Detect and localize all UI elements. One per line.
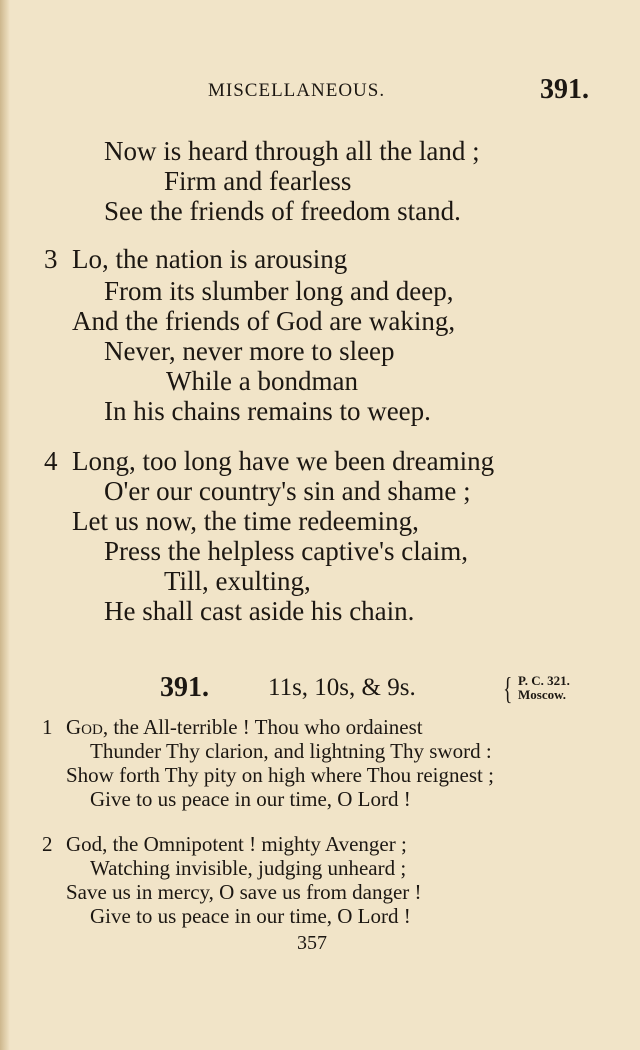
page-number: 357 — [297, 932, 327, 954]
verse-line: In his chains remains to weep. — [104, 396, 431, 426]
tune-reference — [518, 674, 570, 702]
verse-line: O'er our country's sin and shame ; — [104, 476, 471, 506]
verse-line: Lo, the nation is arousing — [72, 244, 348, 274]
hymn-meter: 11s, 10s, & 9s. — [268, 674, 416, 701]
verse-line: Till, exulting, — [164, 566, 311, 596]
verse-line: Save us in mercy, O save us from danger ! — [66, 880, 422, 904]
verse-line: Give to us peace in our time, O Lord ! — [90, 787, 411, 811]
verse-line: See the friends of freedom stand. — [104, 196, 461, 226]
verse-line: Let us now, the time redeeming, — [72, 506, 419, 536]
verse-line: Press the helpless captive's claim, — [104, 536, 469, 566]
stanza-number: 1 — [42, 715, 53, 739]
verse-line: Long, too long have we been dreaming — [72, 446, 495, 476]
verse-line: Thunder Thy clarion, and lightning Thy sword : — [90, 739, 492, 763]
verse-line: Never, never more to sleep — [104, 336, 395, 366]
stanza-number: 4 — [44, 446, 58, 476]
verse-line: Give to us peace in our time, O Lord ! — [90, 904, 411, 928]
verse-line: Firm and fearless — [164, 166, 352, 196]
verse-line-rest: the All-terrible ! Thou who ordainest — [108, 715, 423, 739]
hymn-heading — [160, 672, 600, 712]
running-header-hymn-number: 391. — [540, 74, 589, 105]
stanza-number: 2 — [42, 832, 53, 856]
small-caps-word: God, — [66, 715, 109, 739]
verse-line: He shall cast aside his chain. — [104, 596, 415, 626]
tune-name: Moscow. — [518, 687, 567, 702]
verse-line: God, the Omnipotent ! mighty Avenger ; — [66, 832, 407, 856]
verse-line: While a bondman — [166, 366, 358, 396]
verse-line: Show forth Thy pity on high where Thou reignest ; — [66, 763, 494, 787]
tune-ref-page: P. C. 321. — [518, 673, 570, 688]
running-header-title: MISCELLANEOUS. — [208, 80, 386, 101]
verse-line — [66, 715, 423, 740]
verse-line: Watching invisible, judging unheard ; — [90, 856, 407, 880]
brace-glyph: { — [503, 670, 513, 706]
stanza-number: 3 — [44, 244, 58, 274]
verse-line: Now is heard through all the land ; — [104, 136, 480, 166]
verse-line: From its slumber long and deep, — [104, 276, 454, 306]
hymn-number: 391. — [160, 672, 209, 703]
verse-line: And the friends of God are waking, — [72, 306, 456, 336]
